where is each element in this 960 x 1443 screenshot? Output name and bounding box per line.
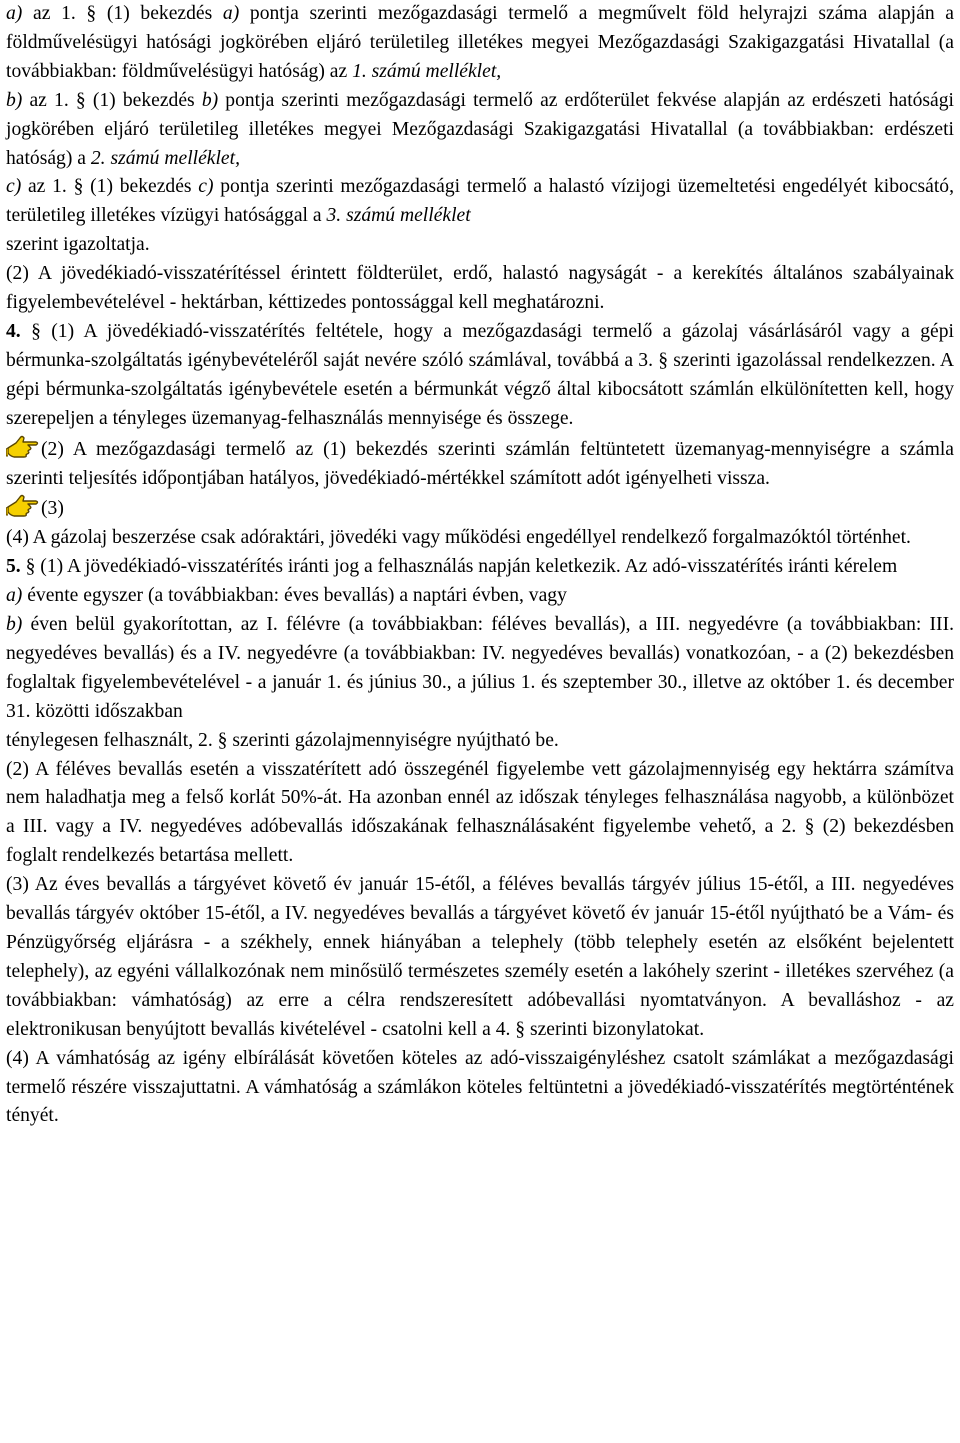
paragraph-certify: szerint igazoltatja. (6, 234, 150, 256)
item-b-ref: b) (201, 89, 219, 111)
section-4-text: § (1) A jövedékiadó-visszatérítés feltétele, hogy a mezőgazdasági termelő a gázolaj vásárlásáról vagy a gépi bérmunka-szolgáltatás igénybevételéről saját nevére szóló számlával, továbbá a 3. § szerinti igazolással rendelkezzen. A gépi bérmunka-szolgáltatás igénybevétele esetén a bérmunkát végző által kibocsátott számlán elkülönítetten kell, hogy szerepeljen a tényleges üzemanyag-felhasználás mennyisége és összege. (6, 320, 954, 429)
item-label-5a: a) (6, 585, 23, 607)
paragraph-a (6, 0, 954, 87)
section-5-text: § (1) A jövedékiadó-visszatérítés iránti jog a felhasználás napján keletkezik. Az adó-visszatérítés iránti kérelem (20, 556, 898, 578)
item-c-text: az 1. § (1) bekezdés (21, 176, 199, 198)
item-b-text: az 1. § (1) bekezdés (22, 89, 202, 111)
item-5a-text: évente egyszer (a továbbiakban: éves bevallás) a naptári évben, vagy (22, 585, 567, 607)
section-5-4: (4) A vámhatóság az igény elbírálását követően köteles az adó-visszaigényléshez csatolt számlákat a mezőgazdasági termelő részére visszajuttatni. A vámhatóság a számlákon köteles feltüntetni a jövedékiadó-visszatérítés megtörténtének tényét. (6, 1047, 954, 1127)
paragraph-3-2: (2) A jövedékiadó-visszatérítéssel érintett földterület, erdő, halastó nagyságát - a kerekítés általános szabályainak figyelembevételével - hektárban, kéttizedes pontossággal kell meghatározni. (6, 263, 954, 314)
paragraph-c (6, 173, 954, 231)
item-a-body: pontja szerinti mezőgazdasági termelő a megművelt föld helyrajzi száma alapján a földművelésügyi hatósági jogkörében eljáró területileg illetékes megyei Mezőgazdasági Szakigazgatási Hivatallal (a továbbiakban: földművelésügyi hatóság) az (6, 3, 954, 82)
item-label-b: b) (6, 89, 23, 111)
section-4-4: (4) A gázolaj beszerzése csak adóraktári, jövedéki vagy működési engedéllyel rendelkező forgalmazóktól történhet. (6, 527, 911, 549)
section-4-2 (6, 434, 954, 494)
item-label-c: c) (6, 176, 22, 198)
section-5-tail: ténylegesen felhasznált, 2. § szerinti gázolajmennyiségre nyújtható be. (6, 729, 559, 751)
pointing-hand-icon[interactable] (6, 434, 40, 460)
section-5-2: (2) A féléves bevallás esetén a visszatérített adó összegénél figyelembe vett gázolajmennyiség egy hektárra számítva nem haladhatja meg a felső korlát 50%-át. Ha azonban ennél az időszak tényleges felhasználása nagyobb, a különbözet a III. vagy a IV. negyedéves adóbevallás időszakának felhasználásaként figyelembe vehető, a 2. § (2) bekezdésben foglalt rendelkezés betartása mellett. (6, 758, 954, 867)
section-4-number: 4. (6, 320, 21, 342)
annex-3-ref: 3. számú melléklet (326, 205, 471, 227)
item-c-ref: c) (198, 176, 214, 198)
item-5b-text: éven belül gyakorítottan, az I. félévre (a továbbiakban: féléves bevallás), a III. negyedévre (a továbbiakban: III. negyedéves bevallás) és a IV. negyedévre (a továbbiakban: IV. negyedéves bevallás) vonatkozóan, - a (2) bekezdésben foglaltak figyelembevételével - a január 1. és június 30., a július 1. és szeptember 30., illetve az október 1. és december 31. közötti időszakban (6, 614, 954, 722)
item-label-a: a) (6, 3, 23, 24)
item-a-text: az 1. § (1) bekezdés (22, 3, 223, 24)
section-5-item-b (6, 611, 954, 727)
item-label-5b: b) (6, 614, 23, 636)
section-4-3-text: (3) (41, 498, 64, 520)
paragraph-b (6, 87, 954, 174)
section-4-3 (6, 493, 954, 524)
annex-2-ref: 2. számú melléklet, (90, 147, 240, 169)
item-b-body: pontja szerinti mezőgazdasági termelő az erdőterület fekvése alapján az erdészeti hatósági jogkörében eljáró területileg illetékes megyei Mezőgazdasági Szakigazgatási Hivatallal (a továbbiakban: erdészeti hatóság) a (6, 89, 954, 169)
section-4-2-text: (2) A mezőgazdasági termelő az (1) bekezdés szerinti számlán feltüntetett üzemanyag-mennyiségre a számla szerinti teljesítés időpontjában hatályos, jövedékiadó-mértékkel számított adót igényelheti vissza. (6, 438, 954, 489)
section-5-number: 5. (6, 556, 21, 578)
item-a-ref: a) (222, 3, 240, 24)
section-5 (6, 553, 954, 582)
section-5-item-a (6, 582, 954, 611)
annex-1-ref: 1. számú melléklet, (352, 60, 502, 82)
item-c-body: pontja szerinti mezőgazdasági termelő a halastó vízijogi üzemeltetési engedélyét kibocsátó, területileg illetékes vízügyi hatósággal a (6, 176, 954, 227)
pointing-hand-icon[interactable] (6, 493, 40, 519)
section-5-3: (3) Az éves bevallás a tárgyévet követő év január 15-étől, a féléves bevallás tárgyév július 15-étől, a III. negyedéves bevallás tárgyév október 15-étől, a IV. negyedéves bevallás a tárgyévet követő év január 15-étől nyújtható be a Vám- és Pénzügyőrség eljárásra - a székhely, ennek hiányában a telephely (több telephely esetén az elsőként bejelentett telephely), az egyéni vállalkozónak nem minősülő természetes személy esetén a lakóhely szerint - illetékes szervéhez (a továbbiakban: vámhatóság) az erre a célra rendszeresített adóbevallási nyomtatványon. A bevalláshoz - az elektronikusan benyújtott bevallás kivételével - csatolni kell a 4. § szerinti bizonylatokat. (6, 874, 954, 1040)
section-4 (6, 318, 954, 434)
